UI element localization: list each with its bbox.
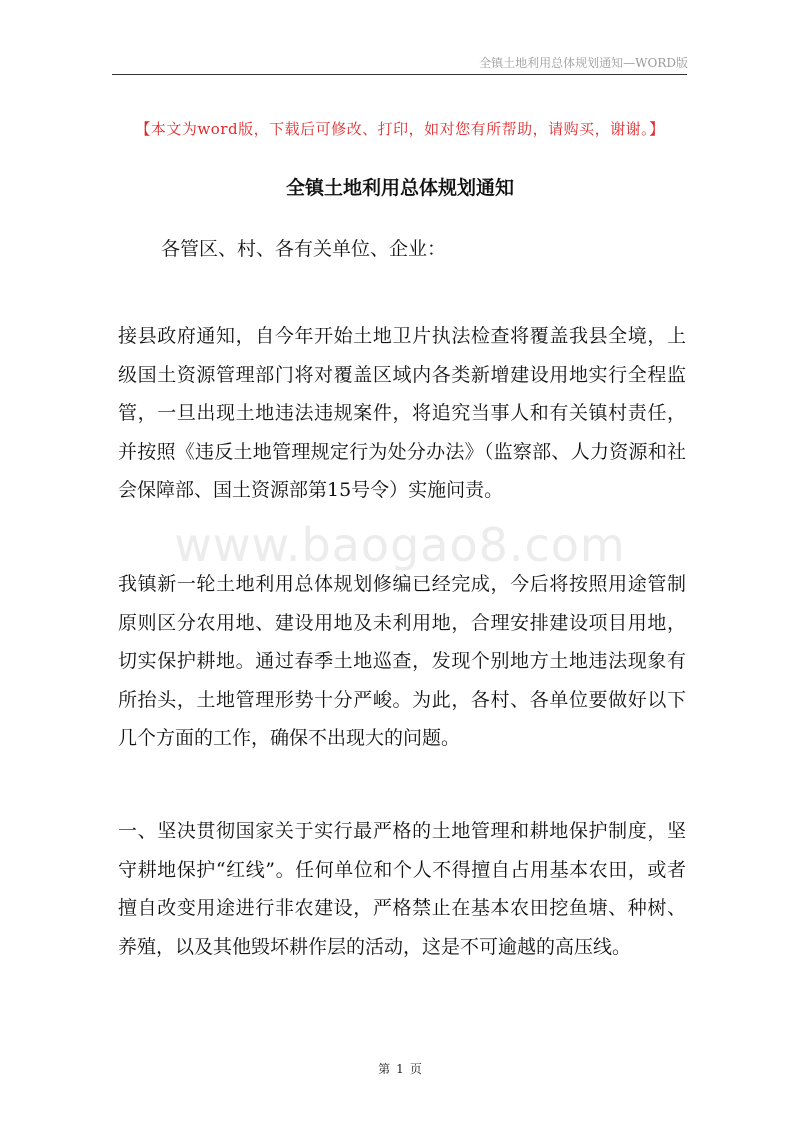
page-number: [0, 1060, 800, 1077]
paragraph-2: 我镇新一轮土地利用总体规划修编已经完成，今后将按照用途管制原则区分农用地、建设用地及未利用地，合理安排建设项目用地，切实保护耕地。通过春季土地巡查，发现个别地方土地违法现象有所抬头，土地管理形势十分严峻。为此，各村、各单位要做好以下几个方面的工作，确保不出现大的问题。: [118, 573, 686, 749]
paragraph-3: 一、坚决贯彻国家关于实行最严格的土地管理和耕地保护制度，坚守耕地保护“红线”。任何单位和个人不得擅自占用基本农田，或者擅自改变用途进行非农建设，严格禁止在基本农田挖鱼塘、种树、养殖，以及其他毁坏耕作层的活动，这是不可逾越的高压线。: [118, 820, 686, 958]
document-title: 全镇土地利用总体规划通知: [285, 177, 514, 199]
watermark: www.baogao8.com: [174, 518, 626, 572]
paragraph-1: 接县政府通知，自今年开始土地卫片执法检查将覆盖我县全境，上级国土资源管理部门将对覆盖区域内各类新增建设用地实行全程监管，一旦出现土地违法违规案件，将追究当事人和有关镇村责任，并按照《违反土地管理规定行为处分办法》（监察部、人力资源和社会保障部、国土资源部第15号令）实施问责。: [118, 325, 686, 501]
salutation: 各管区、村、各有关单位、企业：: [161, 238, 447, 260]
page-number-prefix: 第: [378, 1062, 391, 1076]
page-number-suffix: 页: [409, 1062, 422, 1076]
page-number-value: 1: [396, 1062, 404, 1076]
header-rule: [112, 74, 687, 75]
running-header: 全镇土地利用总体规划通知—WORD版: [479, 56, 688, 70]
purchase-notice: 【本文为word版，下载后可修改、打印，如对您有所帮助，请购买，谢谢。】: [135, 120, 665, 138]
